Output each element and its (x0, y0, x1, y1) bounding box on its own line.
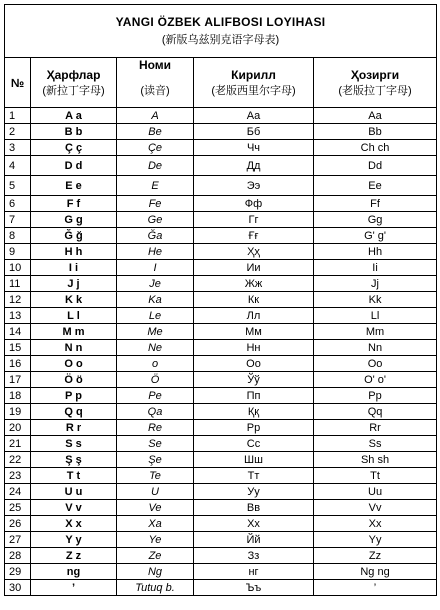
cyrillic-letter: Ии (194, 260, 314, 276)
current-latin-letter: Vv (314, 500, 437, 516)
cyrillic-letter: Aa (194, 108, 314, 124)
row-number: 15 (5, 340, 31, 356)
letter-name: Ka (117, 292, 194, 308)
cyrillic-letter: Рр (194, 420, 314, 436)
row-number: 7 (5, 212, 31, 228)
table-row (5, 388, 437, 404)
table-row (5, 124, 437, 140)
current-latin-letter: Ii (314, 260, 437, 276)
letter-name: Pe (117, 388, 194, 404)
cyrillic-letter: Хх (194, 516, 314, 532)
alphabet-table (4, 4, 437, 596)
new-latin-letter: R r (31, 420, 117, 436)
new-latin-letter: Ş ş (31, 452, 117, 468)
new-latin-letter: Ğ ğ (31, 228, 117, 244)
cyrillic-letter: Дд (194, 156, 314, 176)
table-row (5, 292, 437, 308)
current-latin-letter: Ng ng (314, 564, 437, 580)
header-number: № (5, 58, 31, 108)
new-latin-letter: L l (31, 308, 117, 324)
row-number: 19 (5, 404, 31, 420)
current-latin-letter: ’ (314, 580, 437, 596)
current-latin-letter: Uu (314, 484, 437, 500)
current-latin-letter: Ff (314, 196, 437, 212)
letter-name: Je (117, 276, 194, 292)
new-latin-letter: I i (31, 260, 117, 276)
row-number: 30 (5, 580, 31, 596)
new-latin-letter: Ç ç (31, 140, 117, 156)
table-row (5, 212, 437, 228)
new-latin-letter: M m (31, 324, 117, 340)
row-number: 5 (5, 176, 31, 196)
table-row (5, 196, 437, 212)
row-number: 11 (5, 276, 31, 292)
table-row (5, 420, 437, 436)
alphabet-rows (5, 108, 437, 596)
new-latin-letter: U u (31, 484, 117, 500)
cyrillic-letter: Зз (194, 548, 314, 564)
cyrillic-letter: Мм (194, 324, 314, 340)
header-letters: Ҳарфлар (新拉丁字母) (31, 58, 117, 108)
new-latin-letter: Z z (31, 548, 117, 564)
letter-name: Se (117, 436, 194, 452)
cyrillic-letter: Бб (194, 124, 314, 140)
new-latin-letter: F f (31, 196, 117, 212)
letter-name: Çe (117, 140, 194, 156)
row-number: 25 (5, 500, 31, 516)
current-latin-letter: Nn (314, 340, 437, 356)
new-latin-letter: Q q (31, 404, 117, 420)
cyrillic-letter: Лл (194, 308, 314, 324)
table-row (5, 228, 437, 244)
cyrillic-letter: Нн (194, 340, 314, 356)
new-latin-letter: K k (31, 292, 117, 308)
current-latin-letter: Qq (314, 404, 437, 420)
current-latin-letter: Mm (314, 324, 437, 340)
row-number: 29 (5, 564, 31, 580)
cyrillic-letter: Оо (194, 356, 314, 372)
table-subtitle: (新版乌兹别克语字母表) (161, 34, 280, 46)
current-latin-letter: Sh sh (314, 452, 437, 468)
current-latin-letter: Kk (314, 292, 437, 308)
cyrillic-letter: Вв (194, 500, 314, 516)
new-latin-letter: P p (31, 388, 117, 404)
letter-name: Ze (117, 548, 194, 564)
letter-name: Ge (117, 212, 194, 228)
letter-name: Ne (117, 340, 194, 356)
current-latin-letter: Ee (314, 176, 437, 196)
row-number: 23 (5, 468, 31, 484)
new-latin-letter: J j (31, 276, 117, 292)
current-latin-letter: Zz (314, 548, 437, 564)
row-number: 4 (5, 156, 31, 176)
row-number: 3 (5, 140, 31, 156)
cyrillic-letter: Ээ (194, 176, 314, 196)
letter-name: Şe (117, 452, 194, 468)
letter-name: o (117, 356, 194, 372)
table-row (5, 452, 437, 468)
table-row (5, 276, 437, 292)
new-latin-letter: N n (31, 340, 117, 356)
table-row (5, 176, 437, 196)
current-latin-letter: Oo (314, 356, 437, 372)
table-row (5, 156, 437, 176)
table-title: YANGI ÖZBEK ALIFBOSI LOYIHASI (115, 15, 326, 29)
cyrillic-letter: Ъъ (194, 580, 314, 596)
table-row (5, 548, 437, 564)
new-latin-letter: ng (31, 564, 117, 580)
row-number: 8 (5, 228, 31, 244)
cyrillic-letter: Ққ (194, 404, 314, 420)
new-latin-letter: H h (31, 244, 117, 260)
cyrillic-letter: Шш (194, 452, 314, 468)
letter-name: Ye (117, 532, 194, 548)
table-row (5, 516, 437, 532)
current-latin-letter: O' o' (314, 372, 437, 388)
current-latin-letter: Rr (314, 420, 437, 436)
cyrillic-letter: Ҳҳ (194, 244, 314, 260)
current-latin-letter: Ll (314, 308, 437, 324)
letter-name: De (117, 156, 194, 176)
cyrillic-letter: Жж (194, 276, 314, 292)
current-latin-letter: Ch ch (314, 140, 437, 156)
table-row (5, 260, 437, 276)
letter-name: I (117, 260, 194, 276)
current-latin-letter: Bb (314, 124, 437, 140)
new-latin-letter: E e (31, 176, 117, 196)
row-number: 2 (5, 124, 31, 140)
letter-name: Me (117, 324, 194, 340)
new-latin-letter: B b (31, 124, 117, 140)
cyrillic-letter: Фф (194, 196, 314, 212)
current-latin-letter: Tt (314, 468, 437, 484)
row-number: 9 (5, 244, 31, 260)
row-number: 21 (5, 436, 31, 452)
table-row (5, 500, 437, 516)
cyrillic-letter: Ўў (194, 372, 314, 388)
new-latin-letter: Y y (31, 532, 117, 548)
current-latin-letter: G' g' (314, 228, 437, 244)
letter-name: Qa (117, 404, 194, 420)
current-latin-letter: Ss (314, 436, 437, 452)
row-number: 22 (5, 452, 31, 468)
row-number: 27 (5, 532, 31, 548)
table-title-cell (5, 5, 437, 58)
cyrillic-letter: нг (194, 564, 314, 580)
table-row (5, 436, 437, 452)
table-row (5, 356, 437, 372)
letter-name: Le (117, 308, 194, 324)
table-row (5, 140, 437, 156)
table-row (5, 532, 437, 548)
new-latin-letter: V v (31, 500, 117, 516)
letter-name: A (117, 108, 194, 124)
current-latin-letter: Dd (314, 156, 437, 176)
letter-name: Re (117, 420, 194, 436)
new-latin-letter: ’ (31, 580, 117, 596)
cyrillic-letter: Сс (194, 436, 314, 452)
row-number: 14 (5, 324, 31, 340)
letter-name: Be (117, 124, 194, 140)
table-row (5, 340, 437, 356)
row-number: 26 (5, 516, 31, 532)
table-row (5, 108, 437, 124)
row-number: 1 (5, 108, 31, 124)
letter-name: He (117, 244, 194, 260)
letter-name: E (117, 176, 194, 196)
table-row (5, 564, 437, 580)
current-latin-letter: Yy (314, 532, 437, 548)
letter-name: Ng (117, 564, 194, 580)
table-row (5, 404, 437, 420)
current-latin-letter: Hh (314, 244, 437, 260)
current-latin-letter: Aa (314, 108, 437, 124)
row-number: 18 (5, 388, 31, 404)
letter-name: Fe (117, 196, 194, 212)
new-latin-letter: X x (31, 516, 117, 532)
new-latin-letter: D d (31, 156, 117, 176)
row-number: 20 (5, 420, 31, 436)
row-number: 17 (5, 372, 31, 388)
table-row (5, 468, 437, 484)
cyrillic-letter: Гг (194, 212, 314, 228)
new-latin-letter: T t (31, 468, 117, 484)
row-number: 28 (5, 548, 31, 564)
table-row (5, 308, 437, 324)
letter-name: Ğa (117, 228, 194, 244)
new-latin-letter: S s (31, 436, 117, 452)
cyrillic-letter: Чч (194, 140, 314, 156)
header-name: Номи (读音) (117, 58, 194, 108)
table-row (5, 484, 437, 500)
letter-name: Ve (117, 500, 194, 516)
header-current: Ҳозирги (老版拉丁字母) (314, 58, 437, 108)
letter-name: Te (117, 468, 194, 484)
current-latin-letter: Pp (314, 388, 437, 404)
letter-name: Xa (117, 516, 194, 532)
cyrillic-letter: Йй (194, 532, 314, 548)
letter-name: Tutuq b. (117, 580, 194, 596)
row-number: 6 (5, 196, 31, 212)
row-number: 10 (5, 260, 31, 276)
cyrillic-letter: Уу (194, 484, 314, 500)
cyrillic-letter: Пп (194, 388, 314, 404)
table-row (5, 372, 437, 388)
cyrillic-letter: Тт (194, 468, 314, 484)
letter-name: U (117, 484, 194, 500)
current-latin-letter: Xx (314, 516, 437, 532)
letter-name: Ö (117, 372, 194, 388)
new-latin-letter: Ö ö (31, 372, 117, 388)
alphabet-sheet (4, 4, 436, 596)
row-number: 16 (5, 356, 31, 372)
current-latin-letter: Jj (314, 276, 437, 292)
table-row (5, 244, 437, 260)
new-latin-letter: O o (31, 356, 117, 372)
cyrillic-letter: Кк (194, 292, 314, 308)
row-number: 12 (5, 292, 31, 308)
header-cyrillic: Кирилл (老版西里尔字母) (194, 58, 314, 108)
row-number: 13 (5, 308, 31, 324)
row-number: 24 (5, 484, 31, 500)
table-row (5, 324, 437, 340)
current-latin-letter: Gg (314, 212, 437, 228)
new-latin-letter: G g (31, 212, 117, 228)
cyrillic-letter: Ғғ (194, 228, 314, 244)
new-latin-letter: A a (31, 108, 117, 124)
table-row (5, 580, 437, 596)
